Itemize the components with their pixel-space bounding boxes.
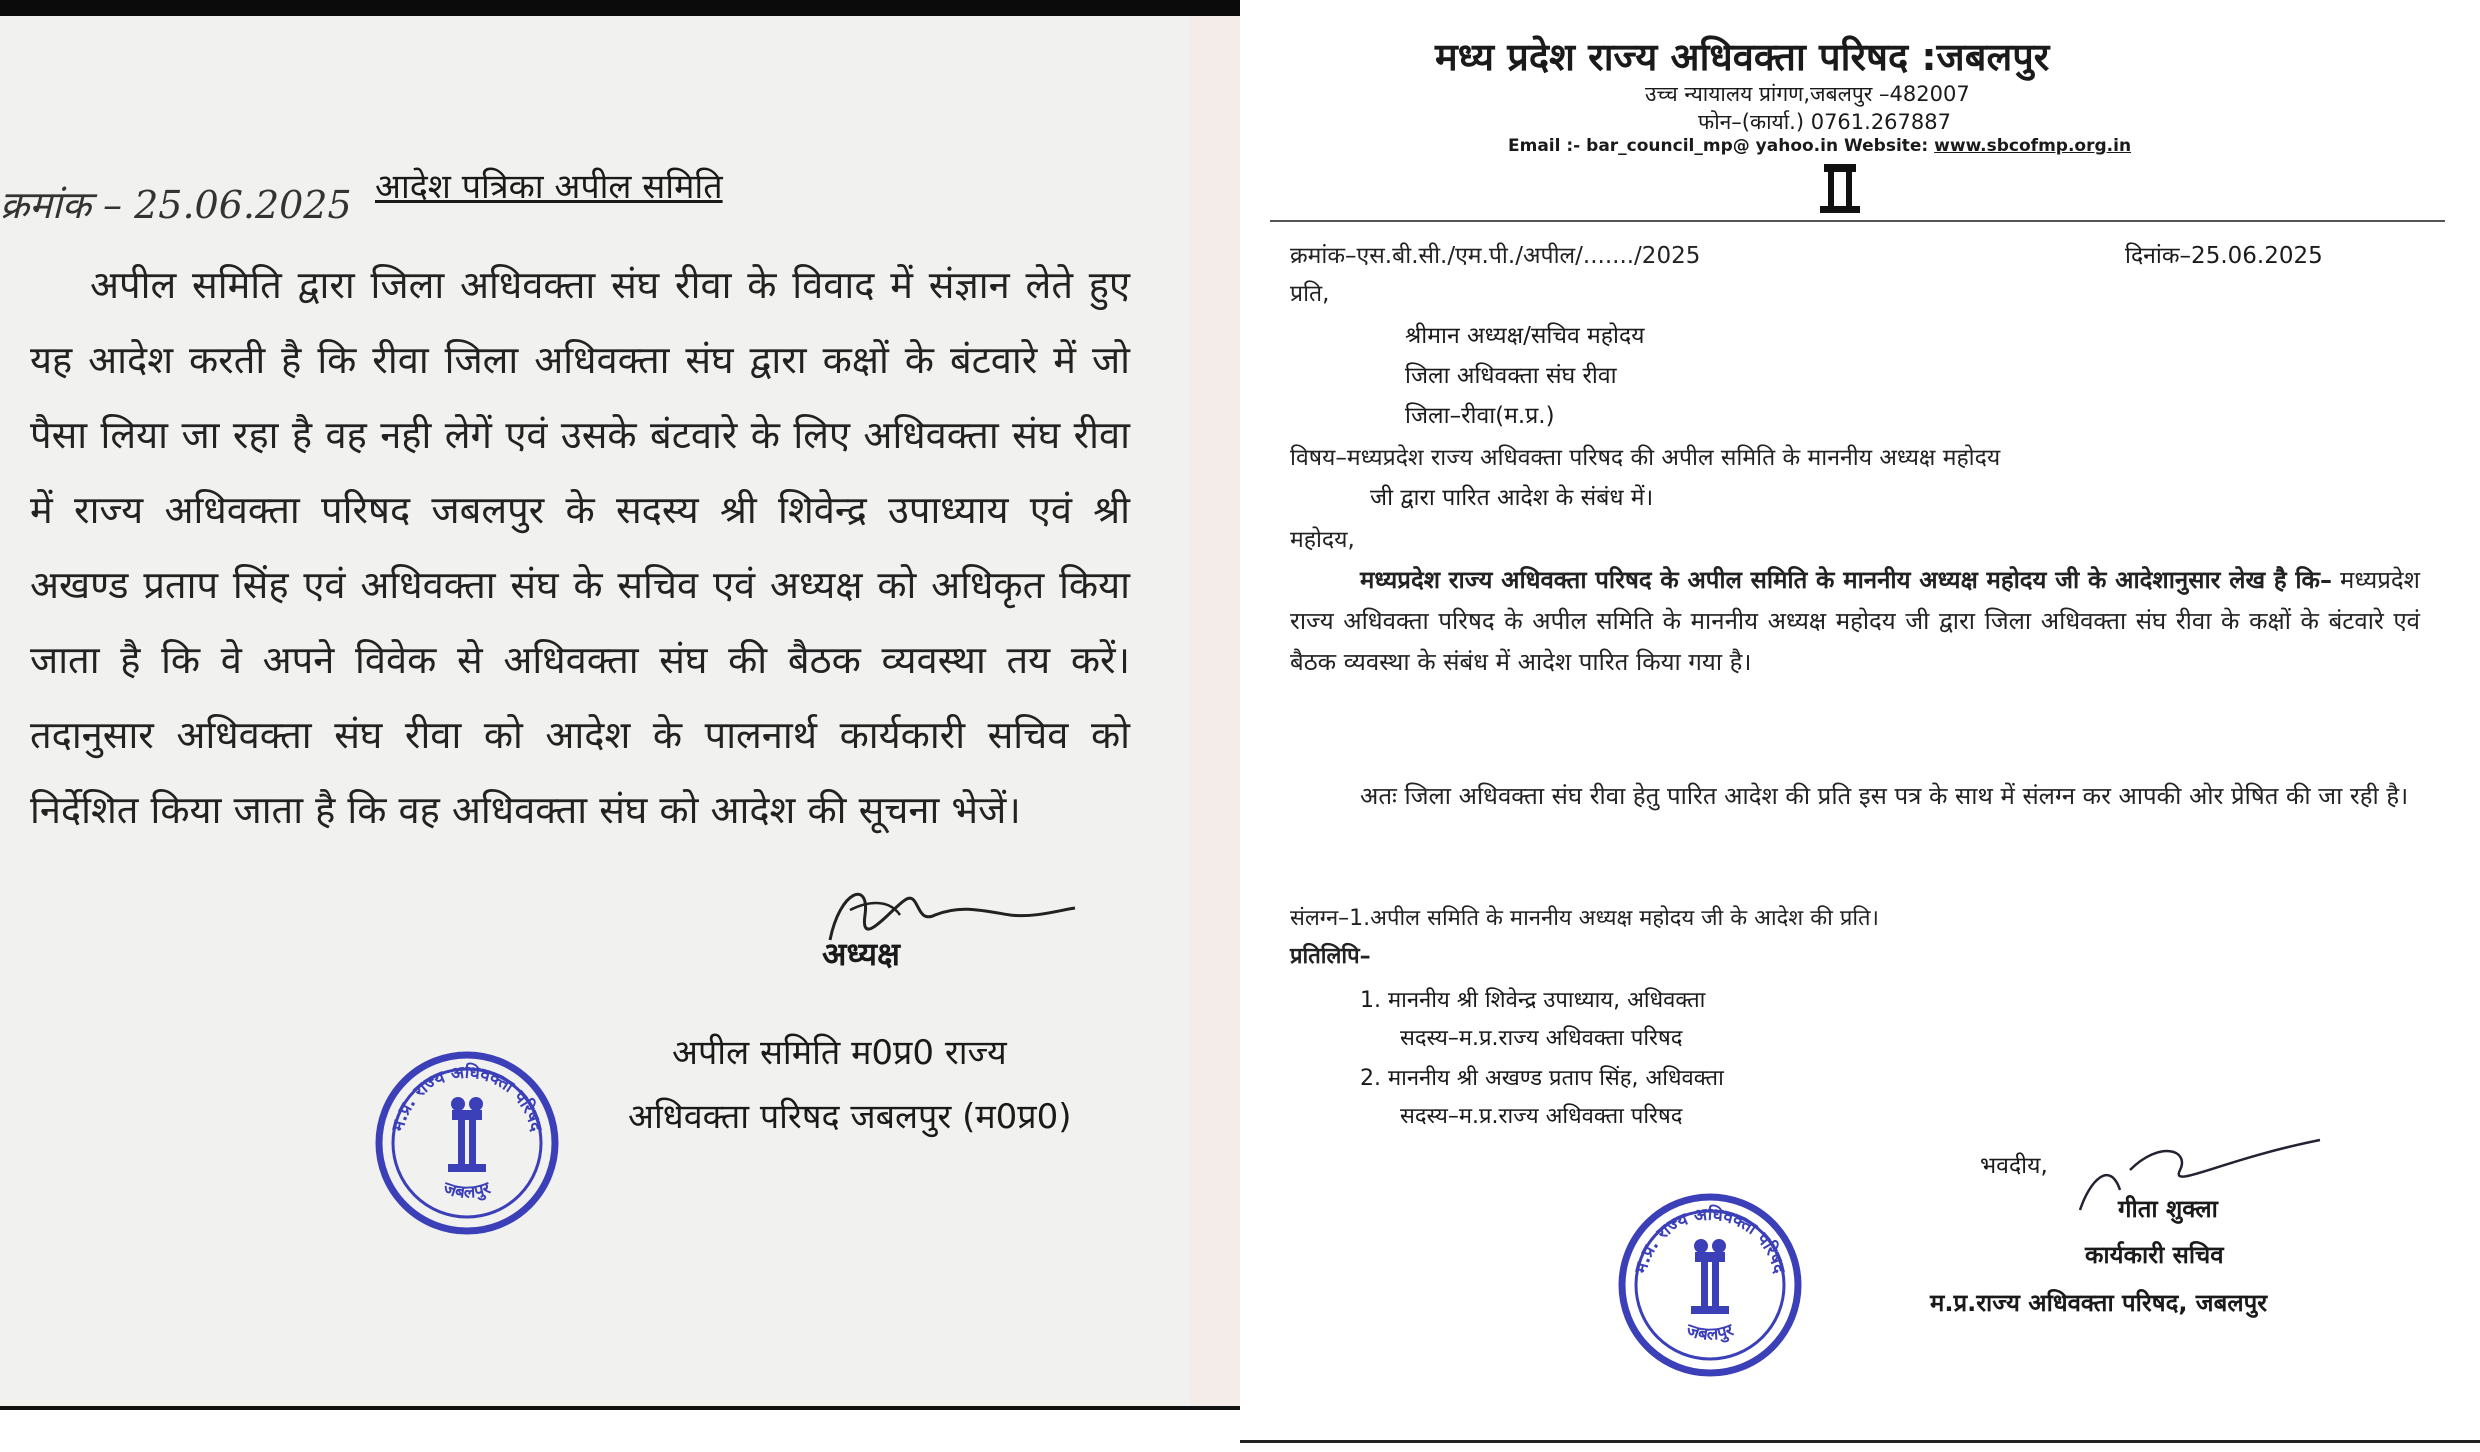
paragraph-1-rest: मध्यप्रदेश राज्य अधिवक्ता परिषद के अपील समिति के माननीय अध्यक्ष महोदय जी द्वारा जिला अधिवक्ता संघ रीवा के कक्षों के बंटवारे एवं बैठक व्यवस्था के संबंध में आदेश पारित किया गया है। [1290, 566, 2421, 676]
council-seal-left [372, 1048, 562, 1238]
scan-border-top [0, 0, 1240, 16]
paragraph-1-bold: मध्यप्रदेश राज्य अधिवक्ता परिषद के अपील समिति के माननीय अध्यक्ष महोदय जी के आदेशानुसार लेख है कि– [1360, 566, 2332, 594]
paragraph-1 [1290, 560, 2420, 683]
letter-date: दिनांक–25.06.2025 [2125, 243, 2323, 269]
reference-number: क्रमांक–एस.बी.सी./एम.पी./अपील/......./2025 [1290, 243, 1701, 269]
scan-border-bottom-right [1240, 1440, 2480, 1443]
seal-text-bottom-right: जबलपुर [1683, 1320, 1737, 1345]
letterhead-address: उच्च न्यायालय प्रांगण,जबलपुर –482007 [1645, 82, 1970, 106]
signatory-title: अध्यक्ष [822, 935, 900, 973]
svg-text:जबलपुर [440, 1178, 494, 1203]
right-forwarding-letter [1240, 0, 2480, 1452]
addressee-line-3: जिला–रीवा(म.प्र.) [1405, 403, 1555, 429]
cc-1-line-2: सदस्य–म.प्र.राज्य अधिवक्ता परिषद [1400, 1026, 1683, 1051]
letterhead-org-name: मध्य प्रदेश राज्य अधिवक्ता परिषद :जबलपुर [1435, 35, 2050, 79]
signatory-organisation: म.प्र.राज्य अधिवक्ता परिषद, जबलपुर [1930, 1289, 2268, 1317]
page-gap [1190, 16, 1240, 1406]
svg-text:जबलपुर [1683, 1320, 1737, 1345]
lion-capital-emblem [448, 1097, 486, 1172]
subject-line-2: जी द्वारा पारित आदेश के संबंध में। [1370, 485, 1654, 511]
copy-to-label: प्रतिलिपि– [1290, 944, 1371, 969]
signatory-name: गीता शुक्ला [2118, 1195, 2218, 1223]
lion-capital-emblem-right [1691, 1239, 1729, 1314]
paragraph-2: अतः जिला अधिवक्ता संघ रीवा हेतु पारित आदेश की प्रति इस पत्र के साथ में संलग्न कर आपकी ओर प्रेषित की जा रही है। [1360, 782, 2409, 810]
website-link[interactable]: www.sbcofmp.org.in [1934, 136, 2132, 156]
enclosure-note: संलग्न–1.अपील समिति के माननीय अध्यक्ष महोदय जी के आदेश की प्रति। [1290, 906, 1879, 931]
email-text: Email :- bar_council_mp@ yahoo.in Website: [1508, 136, 1935, 156]
committee-line-2: अधिवक्ता परिषद जबलपुर (म0प्र0) [628, 1097, 1072, 1137]
to-label: प्रति, [1290, 281, 1330, 307]
letterhead-email [1508, 136, 2131, 156]
order-title: आदेश पत्रिका अपील समिति [375, 167, 723, 207]
cc-1-line-1: 1. माननीय श्री शिवेन्द्र उपाध्याय, अधिवक्ता [1360, 988, 1706, 1013]
order-body-text: अपील समिति द्वारा जिला अधिवक्ता संघ रीवा के विवाद में संज्ञान लेते हुए यह आदेश करती है कि रीवा जिला अधिवक्ता संघ द्वारा कक्षों के बंटवारे में जो पैसा लिया जा रहा है वह नही लेगें एवं उसके बंटवारे के लिए अधिवक्ता संघ रीवा में राज्य अधिवक्ता परिषद जबलपुर के सदस्य श्री शिवेन्द्र उपाध्याय एवं श्री अखण्ड प्रताप सिंह एवं अधिवक्ता संघ के सचिव एवं अध्यक्ष को अधिकृत किया जाता है कि वे अपने विवेक से अधिवक्ता संघ की बैठक व्यवस्था तय करें। तदानुसार अधिवक्ता संघ रीवा को आदेश के पालनार्थ कार्यकारी सचिव को निर्देशित किया जाता है कि वह अधिवक्ता संघ को आदेश की सूचना भेजें। [30, 263, 1130, 832]
order-body [30, 248, 1130, 848]
letterhead-phone: फोन–(कार्या.) 0761.267887 [1698, 110, 1951, 134]
scan-border-bottom [0, 1406, 1240, 1410]
salutation: महोदय, [1290, 527, 1355, 553]
seal-text-top-right: म.प्र. राज्य अधिवक्ता परिषद [1631, 1204, 1789, 1276]
handwritten-date: क्रमांक – 25.06.2025 [0, 183, 352, 227]
addressee-line-1: श्रीमान अध्यक्ष/सचिव महोदय [1405, 323, 1645, 349]
closing: भवदीय, [1980, 1153, 2048, 1179]
letterhead-divider [1270, 220, 2445, 222]
seal-text-top: म.प्र. राज्य अधिवक्ता परिषद [388, 1062, 546, 1134]
seal-text-bottom: जबलपुर [440, 1178, 494, 1203]
council-seal-right [1615, 1190, 1805, 1380]
emblem-icon [1810, 160, 1870, 216]
signatory-title-right: कार्यकारी सचिव [2085, 1241, 2224, 1269]
cc-2-line-2: सदस्य–म.प्र.राज्य अधिवक्ता परिषद [1400, 1104, 1683, 1129]
addressee-line-2: जिला अधिवक्ता संघ रीवा [1405, 363, 1617, 389]
subject-line-1: विषय–मध्यप्रदेश राज्य अधिवक्ता परिषद की अपील समिति के माननीय अध्यक्ष महोदय [1290, 445, 2001, 471]
committee-line-1: अपील समिति म0प्र0 राज्य [672, 1033, 1007, 1073]
cc-2-line-1: 2. माननीय श्री अखण्ड प्रताप सिंह, अधिवक्ता [1360, 1066, 1724, 1091]
